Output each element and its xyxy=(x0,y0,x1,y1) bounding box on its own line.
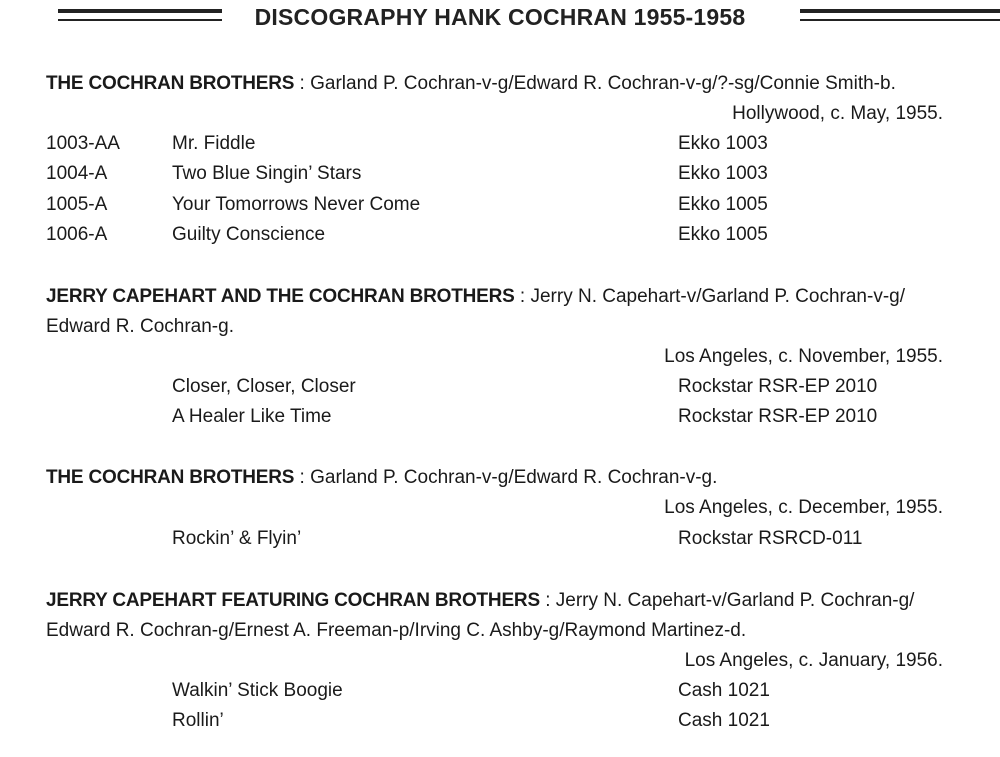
session-personnel-continued: Edward R. Cochran-g. xyxy=(46,316,234,337)
session-personnel: Garland P. Cochran-v-g/Edward R. Cochran-v-g/?-sg/Connie Smith-b. xyxy=(310,73,896,94)
session-artist: JERRY CAPEHART FEATURING COCHRAN BROTHERS xyxy=(46,590,540,611)
page-title: DISCOGRAPHY HANK COCHRAN 1955-1958 xyxy=(254,4,746,30)
track-matrix: 1005-A xyxy=(46,194,108,215)
track-title: Rollin’ xyxy=(172,710,224,731)
session-header xyxy=(46,589,914,613)
title-rule-right-top xyxy=(800,9,1000,13)
session-personnel: Jerry N. Capehart-v/Garland P. Cochran-g/ xyxy=(555,590,915,611)
session-separator: : xyxy=(514,286,531,307)
session-artist: THE COCHRAN BROTHERS xyxy=(46,467,295,488)
session-artist: THE COCHRAN BROTHERS xyxy=(46,73,295,94)
title-bar xyxy=(0,0,1000,36)
session-header xyxy=(46,466,717,490)
track-label: Ekko 1005 xyxy=(678,194,768,215)
session-location: Los Angeles, c. November, 1955. xyxy=(664,346,943,367)
track-label: Rockstar RSR-EP 2010 xyxy=(678,376,878,397)
title-rule-left-bottom xyxy=(58,19,222,21)
title-rule-left-top xyxy=(58,9,222,13)
track-matrix: 1004-A xyxy=(46,163,108,184)
track-label: Ekko 1003 xyxy=(678,163,768,184)
track-matrix: 1006-A xyxy=(46,224,108,245)
track-label: Rockstar RSR-EP 2010 xyxy=(678,406,878,427)
session-location: Los Angeles, c. January, 1956. xyxy=(684,650,943,671)
track-label: Rockstar RSRCD-011 xyxy=(678,528,863,549)
track-title: A Healer Like Time xyxy=(172,406,332,427)
track-title: Mr. Fiddle xyxy=(172,133,256,154)
session-location: Los Angeles, c. December, 1955. xyxy=(664,497,943,518)
track-title: Walkin’ Stick Boogie xyxy=(172,680,343,701)
session-location: Hollywood, c. May, 1955. xyxy=(732,103,943,124)
session-artist: JERRY CAPEHART AND THE COCHRAN BROTHERS xyxy=(46,286,515,307)
session-separator: : xyxy=(539,590,556,611)
track-label: Ekko 1003 xyxy=(678,133,768,154)
session-separator: : xyxy=(294,73,311,94)
track-title: Two Blue Singin’ Stars xyxy=(172,163,362,184)
session-header xyxy=(46,72,896,96)
session-separator: : xyxy=(294,467,311,488)
track-matrix: 1003-AA xyxy=(46,133,120,154)
track-label: Cash 1021 xyxy=(678,680,770,701)
session-personnel: Jerry N. Capehart-v/Garland P. Cochran-v-g/ xyxy=(530,286,906,307)
track-title: Rockin’ & Flyin’ xyxy=(172,528,302,549)
track-title: Guilty Conscience xyxy=(172,224,326,245)
track-title: Your Tomorrows Never Come xyxy=(172,194,421,215)
track-label: Ekko 1005 xyxy=(678,224,768,245)
session-personnel: Garland P. Cochran-v-g/Edward R. Cochran-v-g. xyxy=(310,467,718,488)
track-title: Closer, Closer, Closer xyxy=(172,376,356,397)
title-rule-right-bottom xyxy=(800,19,1000,21)
track-label: Cash 1021 xyxy=(678,710,770,731)
session-personnel-continued: Edward R. Cochran-g/Ernest A. Freeman-p/Irving C. Ashby-g/Raymond Martinez-d. xyxy=(46,620,747,641)
session-header xyxy=(46,285,905,309)
